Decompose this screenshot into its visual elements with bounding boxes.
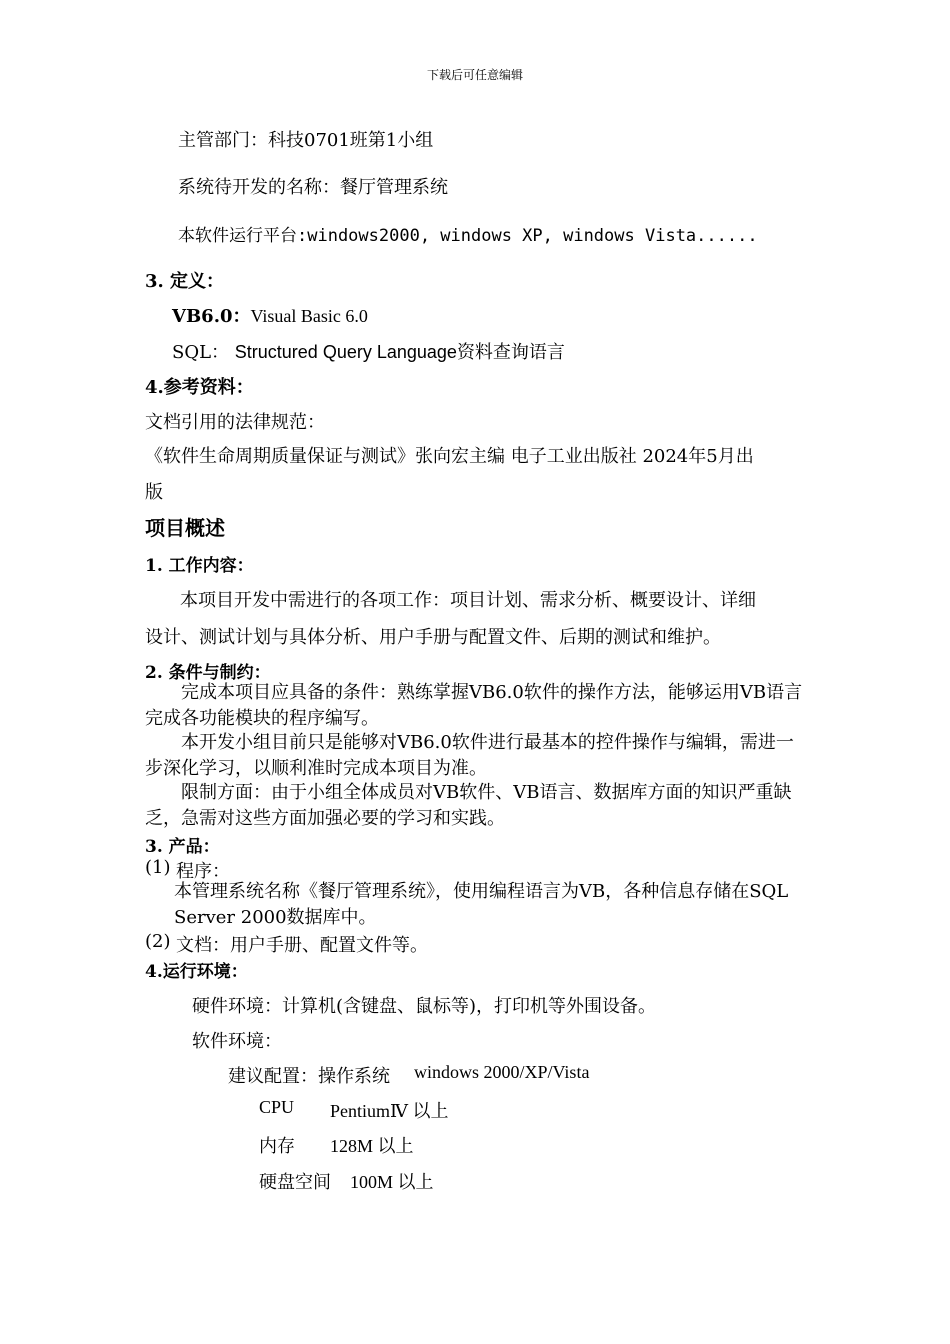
software-environment: 软件环境： (192, 1031, 282, 1052)
references-line-1: 文档引用的法律规范： (145, 412, 325, 433)
definition-sql (172, 338, 565, 364)
overview-title: 项目概述 (145, 516, 225, 540)
page-header: 下载后可任意编辑 (426, 68, 523, 82)
disk-label: 硬盘空间 (259, 1172, 331, 1193)
definition-sql-term: SQL： (172, 342, 230, 363)
definition-vb-text: Visual Basic 6.0 (250, 306, 368, 326)
environment-heading: 4.运行环境： (145, 962, 248, 982)
references-heading: 4.参考资料： (145, 377, 254, 398)
conditions-paragraph-3: 限制方面：由于小组全体成员对VB软件、VB语言、数据库方面的知识严重缺乏，急需对这些方面加强必要的学习和实践。 (145, 782, 792, 829)
memory-label: 内存 (259, 1136, 295, 1157)
definition-vb-term: VB6.0： (172, 306, 251, 327)
config-os-value: windows 2000/XP/Vista (414, 1062, 590, 1082)
product-item-2-number: (2) (145, 931, 171, 952)
definition-sql-text-cn: 资料查询语言 (456, 342, 565, 363)
cpu-value: PentiumⅣ 以上 (330, 1101, 449, 1121)
conditions-paragraph-1: 完成本项目应具备的条件：熟练掌握VB6.0软件的操作方法，能够运用VB语言完成各功能模块的程序编写。 (145, 682, 803, 729)
product-item-1-number: (1) (145, 857, 171, 878)
references-line-3: 版 (145, 482, 163, 503)
dept-line: 主管部门：科技0701班第1小组 (178, 130, 434, 151)
definition-sql-text: Structured Query Language (234, 342, 457, 362)
memory-value: 128M 以上 (330, 1136, 414, 1156)
product-item-1-text: 本管理系统名称《餐厅管理系统》，使用编程语言为VB，各种信息存储在SQL Server 2000数据库中。 (174, 881, 789, 928)
cpu-label: CPU (259, 1097, 295, 1117)
conditions-heading: 2. 条件与制约： (145, 663, 271, 683)
system-name-line: 系统待开发的名称：餐厅管理系统 (178, 177, 448, 198)
work-content-line-2: 设计、测试计划与具体分析、用户手册与配置文件、后期的测试和维护。 (145, 627, 721, 648)
products-heading: 3. 产品： (145, 837, 220, 857)
config-os-label: 建议配置：操作系统 (228, 1066, 390, 1087)
conditions-paragraph-2: 本开发小组目前只是能够对VB6.0软件进行最基本的控件操作与编辑，需进一步深化学习，以顺利准时完成本项目为准。 (145, 732, 794, 779)
platform-line: 本软件运行平台:windows2000, windows XP, windows Vista...... (178, 226, 758, 246)
product-item-2-text: 文档：用户手册、配置文件等。 (176, 935, 428, 956)
disk-value: 100M 以上 (350, 1172, 434, 1192)
work-content-heading: 1. 工作内容： (145, 556, 254, 576)
definitions-heading: 3. 定义： (145, 271, 225, 292)
definition-vb (172, 302, 368, 328)
references-line-2: 《软件生命周期质量保证与测试》张向宏主编 电子工业出版社 2024年5月出 (145, 446, 754, 467)
work-content-line-1: 本项目开发中需进行的各项工作：项目计划、需求分析、概要设计、详细 (180, 590, 756, 611)
hardware-environment: 硬件环境：计算机(含键盘、鼠标等)，打印机等外围设备。 (192, 996, 657, 1017)
product-item-1-label: 程序： (176, 861, 230, 882)
